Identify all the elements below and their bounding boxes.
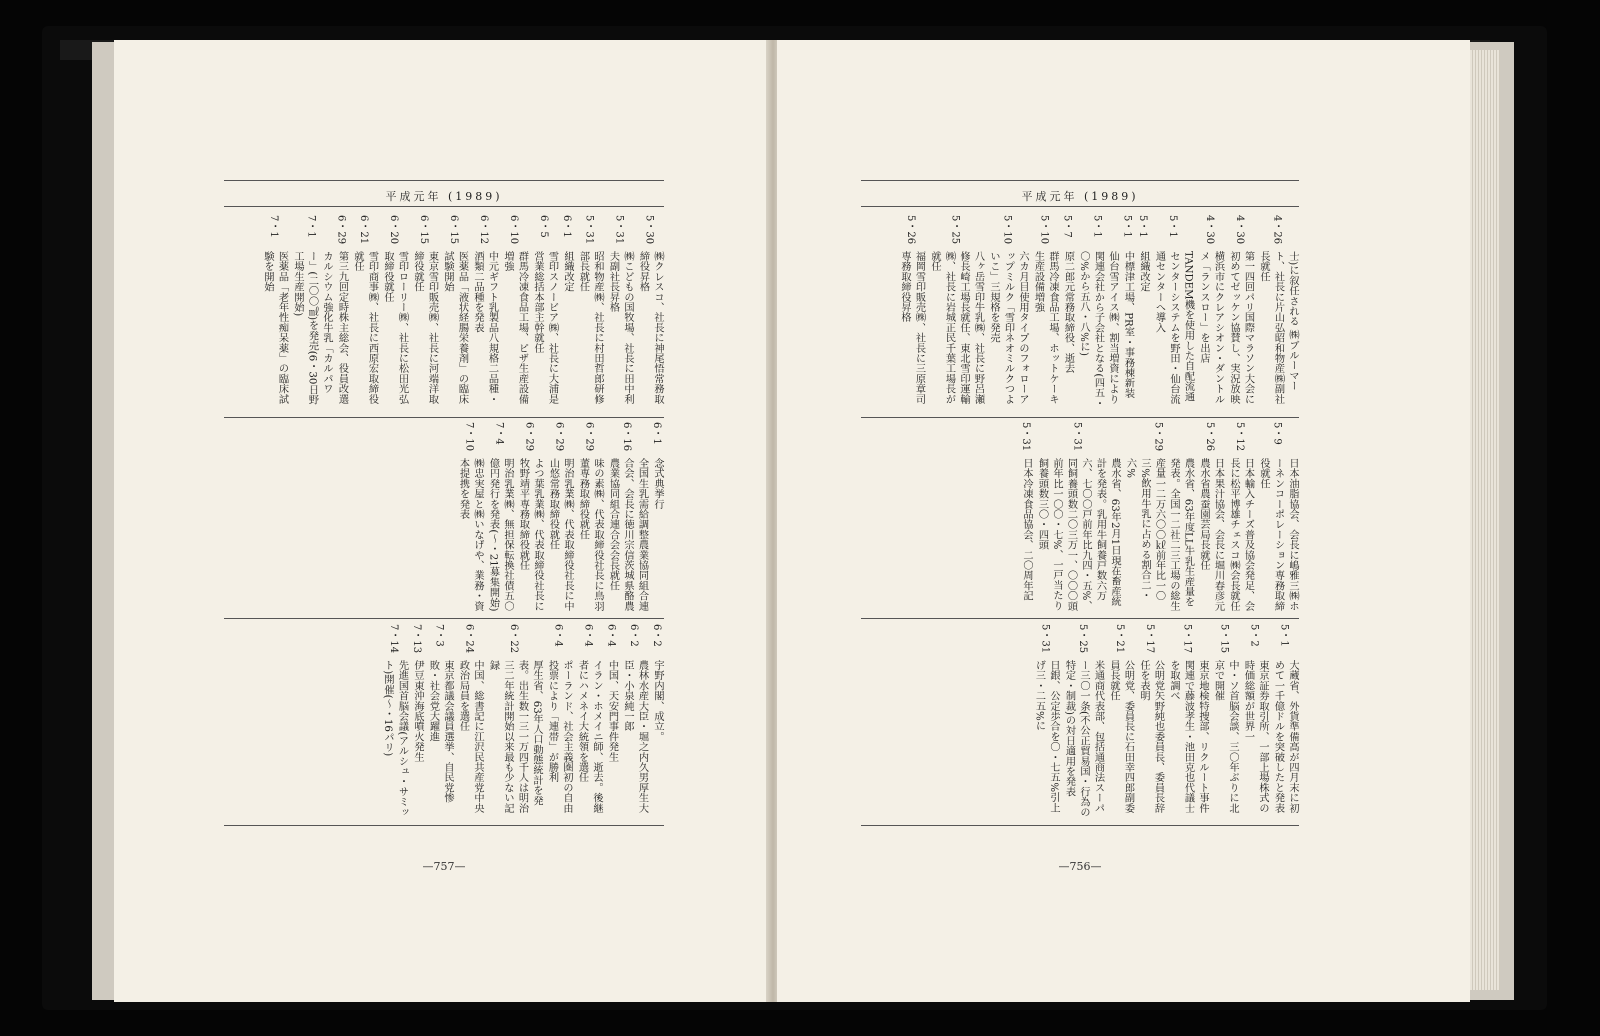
entry-date: 4・30 bbox=[1234, 215, 1245, 245]
entry-text: 八ヶ岳雪印牛乳㈱、社長に野呂瀬修長崎工場長就任、東北雪印運輸㈱、社長に岩城正民千葉工場長が就任 bbox=[929, 251, 984, 404]
entry-text: 仙台雪アイス㈱、割当増資により関連会社から子会社となる(四五・〇%から五八・八%に) bbox=[1078, 251, 1118, 408]
chronology-entry bbox=[455, 624, 484, 819]
entry-text: 組織改定 bbox=[562, 251, 573, 292]
entry-date: 6・1 bbox=[650, 422, 662, 445]
entry-date: 6・4 bbox=[552, 624, 564, 647]
header-rule bbox=[861, 206, 1299, 207]
chronology-entry bbox=[620, 624, 649, 819]
entry-date: 4・30 bbox=[1204, 215, 1215, 245]
chronology-entry bbox=[1060, 215, 1075, 410]
entry-text: 明治乳業㈱、代表取締役社長に中山悠常務取締役就任 bbox=[547, 458, 573, 611]
entry-date: 6・15 bbox=[418, 215, 429, 245]
chronology-entry bbox=[425, 624, 454, 819]
entry-text: 六カ月目使用タイプのフォローアップミルク「雪印ネオミルクつよいこ」三規格を発売 bbox=[988, 251, 1028, 404]
entry-date: 6・20 bbox=[388, 215, 399, 245]
entry-text: 東京証券取引所、一部上場株式の時価総額が世界一 bbox=[1242, 660, 1268, 813]
chronology-entry bbox=[1122, 422, 1195, 617]
band-rule bbox=[224, 417, 664, 418]
chronology-entry bbox=[897, 215, 926, 410]
chronology-entry bbox=[1151, 215, 1195, 410]
chronology-entry bbox=[1019, 422, 1034, 617]
chronology-entry bbox=[440, 215, 469, 410]
entry-date: 7・1 bbox=[268, 215, 279, 238]
entry-text: 第一四回パリ国際マラソン大会に初めてゼッケン協賛し、実況放映 bbox=[1228, 251, 1254, 404]
chronology-entry bbox=[635, 215, 664, 410]
chronology-entry bbox=[530, 215, 559, 410]
chronology-entry bbox=[605, 215, 634, 410]
header-rule bbox=[224, 206, 664, 207]
chronology-entry bbox=[410, 215, 439, 410]
entry-date: 6・21 bbox=[358, 215, 369, 245]
chronology-entry bbox=[380, 624, 409, 819]
chronology-entry bbox=[260, 215, 289, 410]
entry-text: 群馬冷凍食品工場、ホットケーキ生産設備増強 bbox=[1032, 251, 1058, 404]
left-page-number: —757— bbox=[422, 860, 466, 873]
chronology-entry bbox=[1226, 215, 1255, 410]
entry-date: 6・5 bbox=[538, 215, 549, 238]
entry-date: 5・1 bbox=[1121, 215, 1133, 238]
chronology-entry bbox=[575, 422, 604, 617]
chronology-entry bbox=[1030, 215, 1059, 410]
chronology-entry bbox=[515, 422, 544, 617]
entry-text: 福岡雪印販売㈱、社長に三原章司専務取締役昇格 bbox=[899, 251, 925, 404]
entry-text: 医薬品「老年性痴呆薬」の臨床試験を開始 bbox=[262, 251, 288, 404]
entry-date: 6・16 bbox=[620, 422, 632, 452]
entry-text: 農水省、63年度LL牛乳生産量を発表。全国一二社二三工場の総生産量一二万六〇〇㎘前年比一〇三%飲用牛乳に占める割合二・六% bbox=[1124, 458, 1194, 611]
chronology-entry bbox=[1226, 422, 1255, 617]
entry-date: 5・1 bbox=[1166, 215, 1178, 238]
entry-date: 5・12 bbox=[1234, 422, 1245, 452]
entry-text: 組織改定 bbox=[1138, 251, 1149, 292]
entry-date: 6・15 bbox=[448, 215, 459, 245]
chronology-entry bbox=[604, 624, 619, 819]
left-band-company bbox=[224, 215, 664, 410]
entry-text: イラン・ホメイニ師、逝去。後継者にハメネイ大統領を選任 bbox=[576, 660, 602, 813]
entry-date: 7・4 bbox=[493, 422, 505, 445]
entry-text: よつ葉乳業㈱、代表取締役社長に牧野靖平専務取締役就任 bbox=[517, 458, 543, 611]
entry-date: 4・26 bbox=[1271, 215, 1283, 245]
chronology-entry bbox=[350, 215, 379, 410]
entry-date: 5・31 bbox=[613, 215, 625, 245]
entry-date: 6・29 bbox=[335, 215, 347, 245]
entry-date: 5・25 bbox=[949, 215, 961, 245]
right-page-header: 平成元年 (1989) bbox=[1021, 190, 1139, 203]
chronology-entry bbox=[574, 624, 603, 819]
left-band-industry bbox=[224, 422, 664, 617]
entry-date: 5・10 bbox=[1001, 215, 1013, 245]
chronology-entry bbox=[1240, 624, 1269, 819]
entry-text: 雪印ローリー㈱、社長に松田光弘取締役就任 bbox=[382, 251, 408, 404]
chronology-entry bbox=[1106, 624, 1135, 819]
band-rule bbox=[861, 618, 1299, 619]
chronology-entry bbox=[545, 422, 574, 617]
entry-date: 5・15 bbox=[1218, 624, 1230, 654]
entry-text: 先進国首脳会議(アルシュ・サミット)開催(～・16パリ) bbox=[382, 660, 408, 817]
entry-date: 5・26 bbox=[1204, 422, 1215, 452]
entry-date: 6・29 bbox=[523, 422, 535, 452]
entry-text: 第三九回定時株主総会、役員改選 bbox=[336, 251, 348, 404]
left-band-society bbox=[224, 624, 664, 819]
entry-text: 日本冷凍食品協会、二〇周年記 bbox=[1021, 458, 1032, 601]
entry-text: 雪印スノービア㈱、社長に大浦是営業総括本部主幹就任 bbox=[532, 251, 558, 404]
entry-text: 横浜市にクレアシオン・ダントルメ「ランスロー」を出店 bbox=[1198, 251, 1224, 404]
entry-date: 7・10 bbox=[463, 422, 475, 452]
chronology-entry bbox=[1031, 624, 1060, 819]
entry-text: ㈱忠実屋と㈱いなげや、業務・資本提携を発表 bbox=[457, 458, 483, 611]
right-band-society bbox=[861, 624, 1299, 819]
entry-text: 農水省、63年2月1日現在畜産統計を発表。乳用牛飼養戸数六万六、七〇〇戸前年比九四・五%、同飼養頭数二〇三万一、〇〇〇頭前年比一〇〇・七%、一戸当たり飼養頭数三〇・四頭 bbox=[1036, 458, 1120, 611]
entry-text: 味の素㈱、代表取締役社長に鳥羽董専務取締役就任 bbox=[577, 458, 603, 611]
chronology-entry bbox=[1136, 215, 1151, 410]
chronology-entry bbox=[1196, 215, 1225, 410]
chronology-entry bbox=[575, 215, 604, 410]
entry-date: 5・31 bbox=[1039, 624, 1051, 654]
entry-date: 6・22 bbox=[508, 624, 519, 654]
chronology-entry bbox=[650, 624, 665, 819]
chronology-entry bbox=[650, 422, 665, 617]
entry-text: 中・ソ首脳会談、三〇年ぶりに北京で開催 bbox=[1212, 660, 1238, 813]
entry-date: 7・13 bbox=[410, 624, 422, 654]
entry-date: 5・1 bbox=[1278, 624, 1290, 647]
entry-text: 念式典挙行 bbox=[652, 458, 663, 509]
chronology-entry bbox=[1256, 215, 1300, 410]
left-page-header: 平成元年 (1989) bbox=[385, 190, 503, 203]
chronology-entry bbox=[485, 422, 514, 617]
entry-date: 5・21 bbox=[1114, 624, 1125, 654]
chronology-entry bbox=[1034, 422, 1121, 617]
entry-date: 6・10 bbox=[508, 215, 519, 245]
entry-date: 6・4 bbox=[582, 624, 594, 647]
header-rule bbox=[861, 180, 1299, 181]
entry-text: 厚生省、63年人口動態統計を発表。出生数一三一万四千人は明治三二年統計開始以来最も少ない記録 bbox=[487, 660, 542, 813]
entry-text: 士)に叙任される ㈱ブルーマート、社長に片山弘昭和物産㈱副社長就任 bbox=[1258, 251, 1298, 404]
entry-text: 中国、総書記に江沢民共産党中央政治局員を選任 bbox=[457, 660, 483, 813]
entry-text: 原二郎元常務取締役、逝去 bbox=[1062, 251, 1074, 374]
entry-date: 5・29 bbox=[1152, 422, 1164, 452]
chronology-entry bbox=[1061, 624, 1105, 819]
entry-text: TANDEM機を使用した自配流通センターシステムを野田・仙台流通センターへ導入 bbox=[1153, 251, 1194, 404]
chronology-entry bbox=[1196, 422, 1225, 617]
footer-rule bbox=[224, 825, 664, 826]
chronology-entry bbox=[485, 624, 543, 819]
chronology-entry bbox=[334, 215, 349, 410]
entry-text: 明治乳業㈱、無担保転換社債五〇億円発行を発表(～・21募集開始) bbox=[487, 458, 513, 612]
chronology-entry bbox=[1256, 422, 1300, 617]
chronology-entry bbox=[986, 215, 1030, 410]
entry-text: 東京雪印販売㈱、社長に河端洋取締役就任 bbox=[412, 251, 438, 404]
entry-date: 7・1 bbox=[305, 215, 317, 238]
entry-text: 東京都議会議員選挙、自民党惨敗・社会党大躍進 bbox=[427, 660, 453, 803]
entry-text: カルシウム強化牛乳「カルパワー」(二〇〇㎖)を発売(6・30日野工場生産開始) bbox=[292, 251, 332, 405]
entry-text: 中国、天安門事件発生 bbox=[606, 660, 618, 762]
entry-date: 5・17 bbox=[1181, 624, 1193, 654]
entry-text: 公明党、委員長に石田幸四郎副委員長就任 bbox=[1108, 660, 1134, 813]
entry-date: 6・2 bbox=[650, 624, 662, 647]
entry-date: 6・1 bbox=[560, 215, 572, 238]
chronology-entry bbox=[290, 215, 334, 410]
entry-text: 中元ギフト乳製品八規格二品種・酒類二品種を発表 bbox=[472, 251, 498, 404]
entry-text: 中標津工場、PR室・事務棟新装 bbox=[1122, 251, 1134, 399]
entry-text: 群馬冷凍食品工場、ピザ生産設備増強 bbox=[502, 251, 528, 404]
entry-text: ポーランド、社会主義圏初の自由投票により「連帯」が勝利 bbox=[546, 660, 572, 813]
entry-text: 日本油脂協会、会長に嶋雅三㈱ホーネンコーポレーション専務取締役就任 bbox=[1258, 458, 1298, 611]
entry-text: 日銀、公定歩合を〇・七五%引上げ三・二五%に bbox=[1033, 660, 1059, 813]
right-band-industry bbox=[861, 422, 1299, 617]
entry-text: 宇野内閣、成立。 bbox=[652, 660, 663, 742]
chronology-entry bbox=[410, 624, 425, 819]
chronology-entry bbox=[1270, 624, 1299, 819]
chronology-entry bbox=[560, 215, 575, 410]
entry-text: 日本輸入チーズ普及協会発足、会長に松平博雄チェスコ㈱会長就任 bbox=[1228, 458, 1254, 611]
entry-text: 農林水産大臣・堀之内久男厚生大臣・小泉純一郎 bbox=[622, 660, 648, 813]
left-page bbox=[114, 40, 769, 1002]
entry-date: 6・4 bbox=[605, 624, 617, 647]
page-edges bbox=[1470, 50, 1500, 990]
right-page-number: —756— bbox=[1058, 860, 1102, 873]
chronology-entry bbox=[1120, 215, 1135, 410]
entry-date: 6・24 bbox=[463, 624, 475, 654]
entry-date: 5・31 bbox=[1019, 422, 1031, 452]
entry-date: 7・14 bbox=[388, 624, 399, 654]
entry-text: 全国生乳需給調整農業協同組合連合会、会長に徳川宗信茨城県酪農農業協同組合連合会会長就任 bbox=[607, 458, 648, 611]
band-rule bbox=[224, 618, 664, 619]
entry-text: 医薬品「液状経腸栄養剤」の臨床試験開始 bbox=[442, 251, 468, 404]
entry-text: 公明党矢野純也委員長、委員長辞任を表明 bbox=[1138, 660, 1164, 813]
entry-date: 5・30 bbox=[643, 215, 655, 245]
band-rule bbox=[861, 417, 1299, 418]
entry-text: 大蔵省、外貨準備高が四月末に初めて一千億ドルを突破したと発表 bbox=[1272, 660, 1298, 813]
entry-text: 昭和物産㈱、社長に村田哲郎研修部長就任 bbox=[577, 251, 603, 404]
entry-date: 6・29 bbox=[583, 422, 595, 452]
entry-text: 伊豆東沖海底噴火発生 bbox=[412, 660, 423, 762]
chronology-entry bbox=[1076, 215, 1120, 410]
entry-date: 5・26 bbox=[905, 215, 916, 245]
right-page bbox=[777, 40, 1470, 1002]
chronology-entry bbox=[1136, 624, 1165, 819]
chronology-entry bbox=[1166, 624, 1210, 819]
chronology-entry bbox=[455, 422, 484, 617]
chronology-entry bbox=[605, 422, 649, 617]
chronology-entry bbox=[380, 215, 409, 410]
entry-date: 5・2 bbox=[1248, 624, 1260, 647]
entry-date: 6・2 bbox=[628, 624, 639, 647]
entry-date: 5・17 bbox=[1144, 624, 1155, 654]
entry-date: 5・31 bbox=[583, 215, 595, 245]
entry-date: 6・29 bbox=[553, 422, 565, 452]
entry-text: 雪印商事㈱、社長に西原宏取締役就任 bbox=[352, 251, 378, 404]
entry-date: 5・25 bbox=[1076, 624, 1088, 654]
entry-date: 5・31 bbox=[1071, 422, 1083, 452]
entry-text: 米通商代表部、包括通商法スーパー三〇一条(不公正貿易国・行為の特定・制裁)の対日適用を発表 bbox=[1063, 660, 1104, 817]
entry-date: 5・1 bbox=[1091, 215, 1103, 238]
chronology-entry bbox=[544, 624, 573, 819]
entry-date: 5・1 bbox=[1136, 215, 1148, 238]
entry-text: 日本果汁協会、会長に堀川春彦元農水省農蚕園芸局長就任 bbox=[1198, 458, 1224, 611]
chronology-entry bbox=[470, 215, 499, 410]
chronology-entry bbox=[1210, 624, 1239, 819]
header-rule bbox=[224, 180, 664, 181]
entry-text: ㈱クレスコ、社長に神尾悟常務取締役昇格 bbox=[637, 251, 663, 404]
chronology-entry bbox=[927, 215, 985, 410]
entry-text: 東京地検特捜部、リクルート事件関連で藤波孝生・池田克也代議士を取調べ bbox=[1168, 660, 1208, 813]
entry-date: 7・3 bbox=[433, 624, 445, 647]
right-band-company bbox=[861, 215, 1299, 410]
entry-text: ㈱こどもの国牧場、社長に田中利夫副社長昇格 bbox=[607, 251, 633, 404]
entry-date: 5・9 bbox=[1271, 422, 1283, 445]
entry-date: 5・7 bbox=[1061, 215, 1073, 238]
entry-date: 6・12 bbox=[478, 215, 489, 245]
chronology-entry bbox=[500, 215, 529, 410]
entry-date: 5・10 bbox=[1038, 215, 1050, 245]
footer-rule bbox=[861, 825, 1299, 826]
